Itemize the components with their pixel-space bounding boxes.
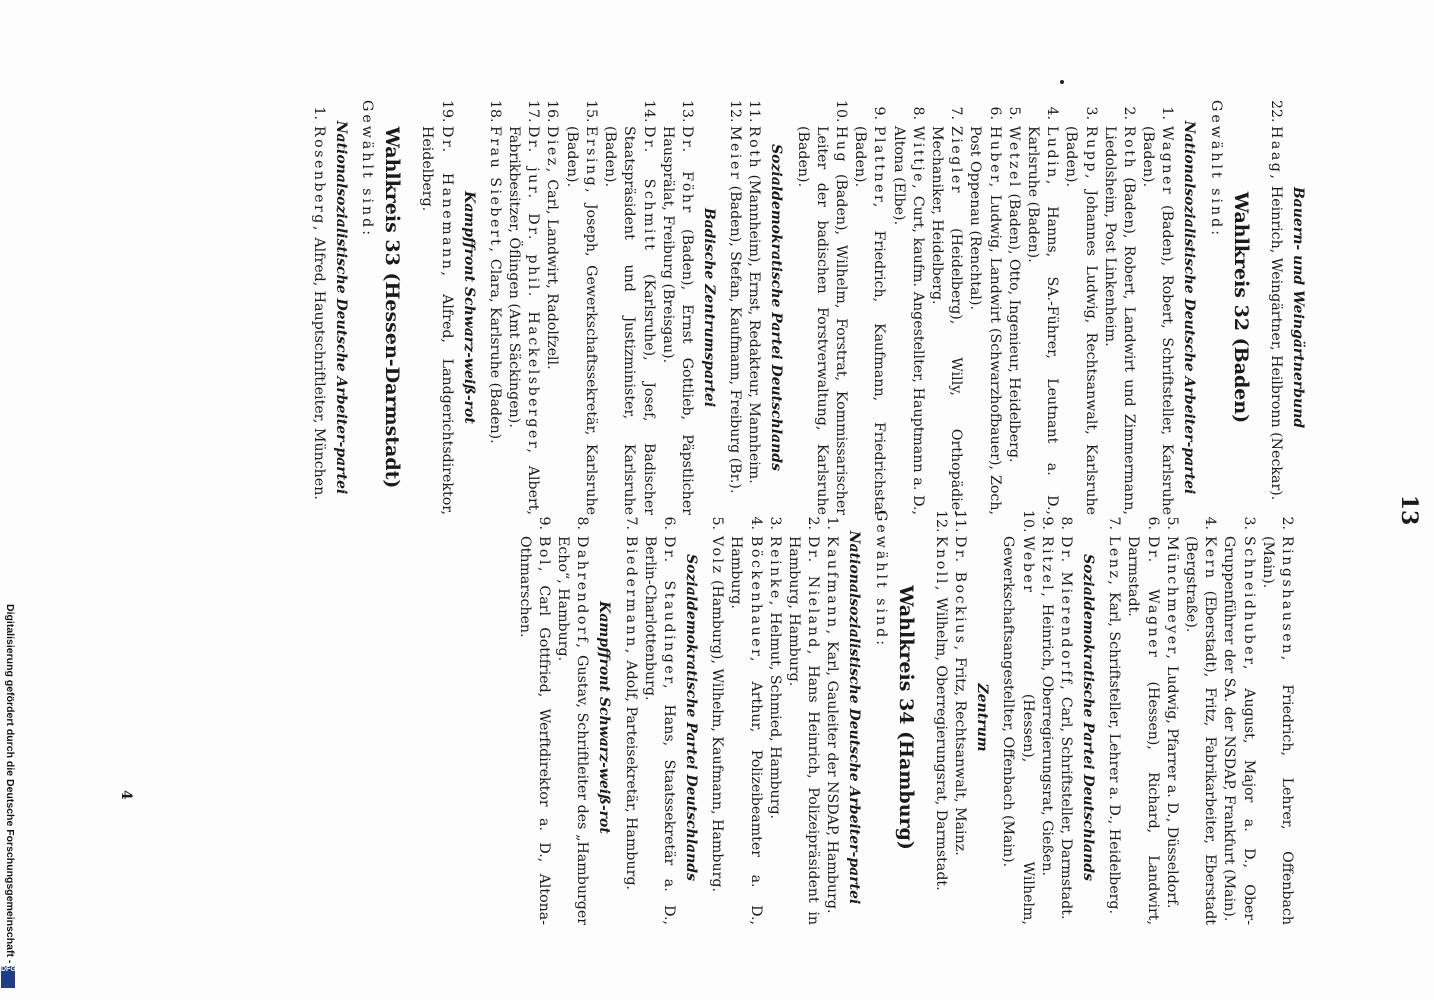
item-number: 8.: [574, 516, 591, 530]
list-item: [1104, 510, 1123, 925]
list-item: [765, 510, 784, 925]
member-details: (Baden), Stefan, Kaufmann, Freiburg (Br.).: [727, 185, 744, 494]
item-text: [1138, 126, 1176, 515]
party-heading: Sozialdemokratische Partei Deutschlands: [1079, 554, 1096, 881]
member-details: Hanns, SA.-Führer, Leutnant a. D., Karlsruhe (Baden).: [1024, 126, 1061, 515]
item-number: 16.: [544, 100, 561, 123]
item-text: [850, 126, 888, 515]
member-details: Albert, Fabrikbesitzer, Öflingen (Amt Säckingen).: [506, 126, 542, 515]
list-item: [792, 100, 850, 515]
list-item: [1004, 100, 1023, 515]
item-text: [485, 126, 504, 515]
item-number: 2.: [1279, 516, 1295, 530]
member-details: Johannes Ludwig, Rechtsanwalt, Karlsruhe (Baden).: [1063, 126, 1099, 515]
item-number: 3.: [1240, 516, 1257, 530]
list: [417, 100, 455, 515]
member-name: Dr. Föhr: [678, 126, 695, 215]
member-details: Fritz, Rechtsanwalt, Mainz.: [952, 657, 969, 856]
member-details: Arthur, Polizeibeamter a. D., Hamburg.: [728, 536, 764, 925]
item-text: [1004, 126, 1023, 515]
item-number: 19.: [438, 100, 455, 123]
list-item: [1100, 100, 1138, 515]
item-number: 7.: [948, 106, 965, 120]
party-heading: Sozialdemokratische Partei Deutschlands: [768, 144, 785, 471]
item-text: [1266, 126, 1285, 515]
list-item: [1138, 100, 1176, 515]
member-name: Knoll,: [932, 536, 949, 593]
item-text: [1162, 536, 1181, 925]
item-number: 1.: [310, 106, 327, 120]
item-number: 4.: [1202, 516, 1219, 530]
member-name: Ersing,: [582, 126, 599, 196]
item-number: 12.: [727, 100, 744, 123]
member-name: Dr. Wagner: [1144, 536, 1161, 660]
list-item: [309, 100, 328, 515]
member-details: August, Major a. D., Ober-Gruppenführer der SA. der NSDAP, Frankfurt (Main).: [1221, 536, 1257, 925]
list-item: [726, 510, 764, 925]
member-name: Hug: [832, 126, 849, 165]
list-item: [888, 100, 926, 515]
member-details: (Baden), Otto, Ingenieur, Heidelberg.: [1005, 193, 1022, 463]
left-column: [309, 100, 1314, 515]
item-number: 2.: [1120, 106, 1137, 120]
item-text: [1056, 536, 1075, 925]
member-name: Frau Siebert,: [486, 126, 503, 255]
member-name: Ziegler: [948, 126, 965, 196]
item-text: [822, 536, 841, 925]
member-name: Kern: [1202, 536, 1219, 581]
list: [309, 100, 328, 515]
list: [485, 100, 696, 515]
member-name: Böckenhauer,: [747, 536, 764, 664]
list-item: [850, 100, 888, 515]
member-details: Hans, Staatssekretär a. D., Berlin-Charlottenburg.: [641, 536, 677, 926]
gewaehlt-label: Gewählt sind:: [872, 510, 889, 649]
signature-mark: 4: [118, 790, 134, 800]
member-details: Carl, Schriftsteller, Darmstadt.: [1057, 696, 1074, 920]
item-text: [1023, 126, 1061, 515]
list-item: [515, 510, 553, 925]
member-name: Wittje,: [909, 126, 926, 192]
item-text: [950, 536, 969, 925]
item-number: 10.: [832, 100, 849, 123]
member-details: Heinrich, Weingärtner, Heilbronn (Neckar).: [1268, 185, 1284, 501]
member-details: Alfred, Hauptschriftleiter, München.: [310, 237, 327, 500]
list-item: [553, 510, 591, 925]
member-name: Münchmeyer,: [1163, 536, 1180, 662]
item-number: 12.: [932, 510, 949, 533]
list: [792, 100, 1176, 515]
list-item: [658, 100, 696, 515]
speck: [1060, 80, 1064, 84]
member-name: Dahrendorf,: [574, 536, 591, 651]
party-heading: Badische Zentrumspartei: [700, 207, 717, 408]
item-text: [1037, 536, 1056, 925]
member-name: Haag,: [1268, 126, 1284, 182]
member-details: Adolf, Parteisekretär, Hamburg.: [622, 660, 639, 891]
member-details: (Baden), Ernst Gottlieb, Päpstlicher Hausprälat, Freiburg (Breisgau).: [659, 126, 695, 515]
item-number: 8.: [1057, 516, 1074, 530]
list-item: [1181, 510, 1219, 925]
item-text: [600, 126, 658, 515]
item-number: 9.: [535, 516, 552, 530]
item-number: 5.: [1005, 106, 1022, 120]
item-number: 11.: [952, 510, 969, 533]
item-text: [553, 536, 591, 925]
member-name: Dr. Schmitt: [640, 126, 657, 253]
member-details: Ludwig, Pfarrer a. D., Düsseldorf.: [1163, 665, 1180, 909]
party-heading: Sozialdemokratische Partei Deutschlands: [682, 554, 699, 881]
item-number: 6.: [660, 516, 677, 530]
list-item: [707, 510, 726, 925]
list-item: [417, 100, 455, 515]
member-details: Hans Heinrich, Polizeipräsident in Hamburg, Hamburg.: [785, 536, 822, 925]
member-details: Helmut, Schmied, Hamburg.: [766, 612, 783, 820]
gewaehlt-label: Gewählt sind:: [359, 100, 376, 239]
list-item: [485, 100, 504, 515]
item-text: [1100, 126, 1138, 515]
member-details: Wilhelm, Oberregierungsrat, Darmstadt.: [932, 597, 949, 891]
member-details: Karl, Gauleiter der NSDAP, Hamburg.: [824, 641, 841, 914]
member-name: Wetzel: [1005, 126, 1022, 189]
list-item: [784, 510, 822, 925]
item-text: [784, 536, 822, 925]
member-details: (Hessen), Wilhelm, Gewerkschaftsangestellter, Offenbach (Main).: [1000, 536, 1036, 925]
list-item: [1123, 510, 1161, 925]
member-name: Roth: [1120, 126, 1137, 171]
member-name: Biedermann,: [622, 536, 639, 656]
item-number: 8.: [909, 106, 926, 120]
member-name: Volz: [709, 536, 726, 576]
list: [515, 510, 592, 925]
item-text: [725, 126, 744, 515]
item-number: 3.: [766, 516, 783, 530]
list: [1104, 510, 1296, 925]
party-heading: Nationalsozialistische Deutsche Arbeiter-partei: [332, 120, 349, 495]
party-heading: Kampffront Schwarz-weiß-rot: [596, 601, 613, 834]
member-details: (Heidelberg), Willy, Orthopädie-Mechaniker, Heidelberg.: [928, 126, 965, 515]
list-item: [542, 100, 561, 515]
member-name: Dr. Mierendorff,: [1057, 536, 1074, 693]
dfg-logo: DFG: [1, 966, 15, 988]
list-item: [931, 510, 950, 925]
member-name: Lenz,: [1106, 536, 1123, 588]
member-name: Dr. jur. Dr. phil. Hackelsberger,: [525, 126, 542, 456]
list: [707, 510, 841, 925]
list-item: [725, 100, 744, 515]
item-number: 6.: [1144, 516, 1161, 530]
member-details: Ludwig, Landwirt (Schwarzhofbauer), Zoch, Post Oppenau (Renchtal).: [967, 126, 1003, 515]
item-number: 10.: [1019, 510, 1036, 533]
item-text: [707, 536, 726, 925]
wahlkreis-heading: Wahlkreis 32 (Baden): [1229, 191, 1252, 424]
list: [620, 510, 678, 925]
item-number: 5.: [1163, 516, 1180, 530]
member-details: (Hamburg), Wilhelm, Kaufmann, Hamburg.: [709, 580, 726, 892]
list-item: [1258, 510, 1296, 925]
member-name: Rosenberg,: [310, 126, 327, 233]
wahlkreis-heading: Wahlkreis 34 (Hamburg): [894, 585, 917, 850]
item-text: [542, 126, 561, 515]
member-name: Schneidhuber,: [1240, 536, 1257, 672]
gewaehlt-label: Gewählt sind:: [1207, 100, 1224, 239]
list-item: [927, 100, 965, 515]
item-text: [562, 126, 600, 515]
item-text: [309, 126, 328, 515]
list-item: [1037, 510, 1056, 925]
item-text: [927, 126, 965, 515]
list-item: [998, 510, 1036, 925]
list-item: [744, 100, 763, 515]
list-item: [950, 510, 969, 925]
member-details: Friedrich, Kaufmann, Friedrichstal (Baden).: [852, 126, 888, 515]
item-text: [504, 126, 542, 515]
member-name: Dr. Staudinger,: [660, 536, 677, 692]
list-item: [600, 100, 658, 515]
item-number: 1.: [824, 516, 841, 530]
item-number: 7.: [622, 516, 639, 530]
member-name: Kaufmann,: [824, 536, 841, 637]
list-item: [1266, 100, 1285, 515]
item-text: [620, 536, 639, 925]
member-name: Roth: [746, 126, 763, 171]
member-details: Carl, Landwirt, Radolfzell.: [544, 179, 561, 370]
item-number: 1.: [1159, 106, 1176, 120]
list-item: [822, 510, 841, 925]
item-number: 4.: [747, 516, 764, 530]
item-text: [888, 126, 926, 515]
item-text: [931, 536, 950, 925]
item-text: [1123, 536, 1161, 925]
list: [1266, 100, 1285, 515]
item-number: 9.: [1038, 516, 1055, 530]
item-number: 6.: [986, 106, 1003, 120]
page-number: 13: [1396, 494, 1422, 526]
item-number: 4.: [1044, 106, 1061, 120]
item-text: [1219, 536, 1257, 925]
member-details: Joseph, Gewerkschaftssekretär, Karlsruhe (Baden).: [563, 126, 599, 515]
member-details: (Baden), Robert, Schriftsteller, Karlsruhe (Baden).: [1140, 126, 1176, 515]
item-number: 9.: [871, 106, 888, 120]
member-details: (Eberstadt), Fritz, Fabrikarbeiter, Eberstadt (Bergstraße).: [1182, 536, 1219, 925]
item-number: 18.: [486, 100, 503, 123]
item-text: [417, 126, 455, 515]
member-name: Weber: [1019, 536, 1036, 595]
member-details: Gustav, Schriftleiter des „Hamburger Echo“, Hamburg.: [555, 536, 591, 925]
item-text: [1258, 536, 1296, 925]
item-text: [1104, 536, 1123, 925]
member-details: Curt, kaufm. Angestellter, Hauptmann a. D., Altona (Elbe).: [890, 126, 926, 515]
member-details: (Hessen), Richard, Landwirt, Darmstadt.: [1125, 536, 1161, 926]
member-details: (Baden), Robert, Landwirt und Zimmermann, Liedolsheim, Post Linkenheim.: [1101, 126, 1137, 515]
item-number: 13.: [678, 100, 695, 123]
item-number: 7.: [1106, 516, 1123, 530]
member-name: Reinke,: [766, 536, 783, 608]
list-item: [640, 510, 678, 925]
party-heading: Nationalsozialistische Deutsche Arbeiter-partei: [846, 530, 863, 905]
member-details: Carl Gottfried, Werftdirektor a. D., Altona-Othmarschen.: [516, 536, 552, 926]
item-text: [1181, 536, 1219, 925]
list-item: [1219, 510, 1257, 925]
item-text: [744, 126, 763, 515]
list-item: [1162, 510, 1181, 925]
list-item: [1061, 100, 1099, 515]
party-heading: Bauern- und Weingärtnerbund: [1290, 186, 1306, 429]
funding-note: Digitalisierung gefördert durch die Deutsche Forschungsgemeinschaft -: [4, 604, 16, 964]
member-name: Bol,: [535, 536, 552, 575]
list-item: [620, 510, 639, 925]
member-name: Meier: [727, 126, 744, 182]
item-text: [965, 126, 1003, 515]
member-details: Friedrich, Lehrer, Offenbach (Main).: [1259, 536, 1295, 925]
member-details: Karl, Schriftsteller, Lehrer a. D., Heidelberg.: [1106, 591, 1123, 915]
party-heading: Zentrum: [974, 683, 991, 752]
member-name: Ritzel,: [1038, 536, 1055, 600]
member-details: Heinrich, Oberregierungsrat, Gießen.: [1038, 603, 1055, 876]
list-item: [965, 100, 1003, 515]
item-number: 11.: [746, 100, 763, 123]
list-item: [1056, 510, 1075, 925]
item-text: [765, 536, 784, 925]
item-number: 5.: [709, 516, 726, 530]
item-number: 17.: [525, 100, 542, 123]
list: [725, 100, 763, 515]
item-text: [792, 126, 850, 515]
member-name: Ludin,: [1044, 126, 1061, 187]
member-details: (Baden), Wilhelm, Forstrat, Kommissarischer Leiter der badischen Forstverwaltung, Karlsruhe (Baden).: [794, 126, 849, 515]
item-text: [1061, 126, 1099, 515]
member-details: Alfred, Landgerichtsdirektor, Heidelberg.: [419, 126, 455, 515]
list-item: [504, 100, 542, 515]
member-name: Ringshausen,: [1279, 536, 1295, 663]
item-number: 2.: [805, 516, 822, 530]
item-text: [658, 126, 696, 515]
member-name: Dr. Hanemann,: [438, 126, 455, 279]
member-name: Huber,: [986, 126, 1003, 190]
member-name: Plattner,: [871, 126, 888, 210]
item-number: 22.: [1268, 100, 1284, 123]
member-details: Clara, Karlsruhe (Baden).: [486, 258, 503, 444]
item-number: 15.: [582, 100, 599, 123]
party-heading: Kampffront Schwarz-weiß-rot: [460, 191, 477, 424]
digitization-sidebar: [0, 0, 16, 1000]
member-name: Wagner: [1159, 126, 1176, 197]
list-item: [562, 100, 600, 515]
member-name: Dr. Bockius,: [952, 536, 969, 653]
member-name: Dr. Nieland,: [805, 536, 822, 657]
member-name: Diez,: [544, 126, 561, 175]
wahlkreis-heading: Wahlkreis 33 (Hessen-Darmstadt): [381, 126, 404, 489]
item-text: [515, 536, 553, 925]
member-name: Rupp,: [1082, 126, 1099, 181]
item-text: [726, 536, 764, 925]
party-heading: Nationalsozialistische Deutsche Arbeiter-partei: [1181, 120, 1198, 495]
list-item: [1023, 100, 1061, 515]
list: [931, 510, 969, 925]
item-number: 3.: [1082, 106, 1099, 120]
member-details: (Karlsruhe), Josef, Badischer Staatspräsident und Justizminister, Karlsruhe (Baden).: [602, 126, 657, 515]
item-number: 14.: [640, 100, 657, 123]
item-text: [640, 536, 678, 925]
right-column: [515, 510, 1297, 925]
item-text: [998, 536, 1036, 925]
member-details: (Mannheim), Ernst, Redakteur, Mannheim.: [746, 174, 763, 484]
list: [998, 510, 1075, 925]
